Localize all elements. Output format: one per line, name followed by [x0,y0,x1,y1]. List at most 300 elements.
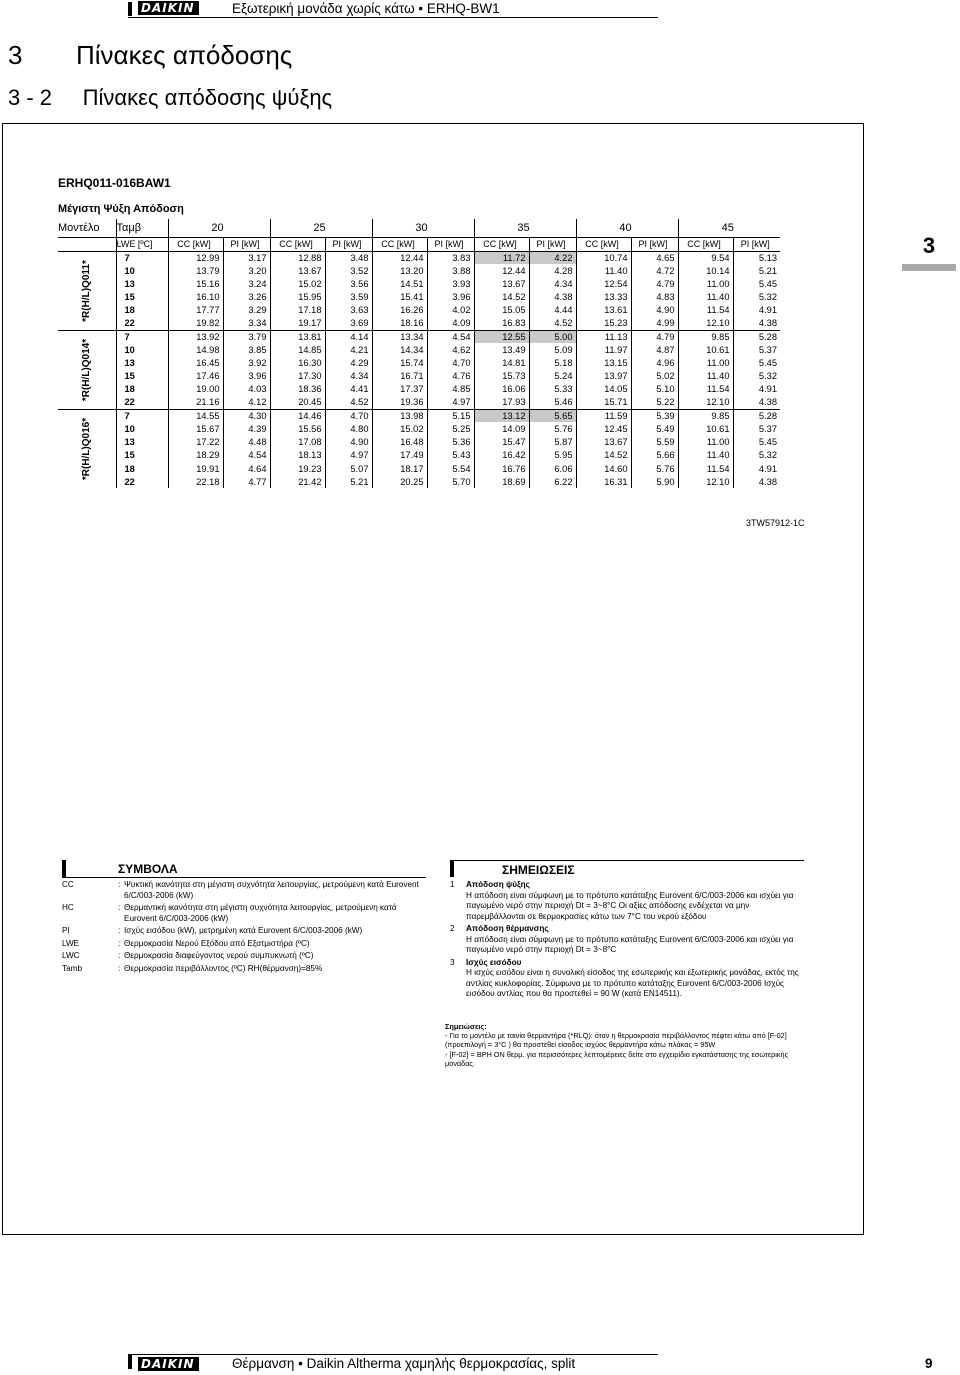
header-model: Μοντέλο [58,219,116,237]
cc-value: 14.09 [474,422,529,435]
cc-value: 16.31 [576,475,631,488]
cc-value: 13.67 [474,277,529,290]
pi-value: 3.92 [223,357,270,370]
cc-value: 15.47 [474,436,529,449]
pi-value: 4.97 [427,396,474,409]
note-item [450,880,800,922]
pi-value: 5.36 [427,436,474,449]
cc-value: 12.55 [474,330,529,343]
model-group-cell [58,409,116,488]
symbol-colon: : [118,880,121,889]
cc-value: 11.40 [678,449,733,462]
cc-value: 20.25 [372,475,427,488]
table-row [58,396,780,409]
cc-value: 11.00 [678,277,733,290]
pi-value: 5.21 [733,264,780,277]
pi-value: 3.24 [223,277,270,290]
cc-value: 12.88 [270,251,325,264]
pi-value: 4.62 [427,343,474,356]
pi-value: 5.46 [529,396,576,409]
symbol-item [62,939,422,950]
notes-title: ΣΗΜΕΙΩΣΕΙΣ [502,863,575,877]
table-row [58,330,780,343]
lwe-cell: 13 [116,277,168,290]
header-cc: CC [kW] [372,237,427,251]
cc-value: 18.17 [372,462,427,475]
cc-value: 14.46 [270,409,325,422]
cc-value: 13.92 [168,330,223,343]
symbol-text: Ισχύς εισόδου (kW), μετρημένη κατά Eurovent 6/C/003-2006 (kW) [124,926,363,935]
pi-value: 3.29 [223,304,270,317]
table-row [58,251,780,264]
symbols-rule [62,877,426,878]
header-temp-35: 35 [474,219,576,237]
cc-value: 15.05 [474,304,529,317]
page-footer [128,1354,658,1370]
pi-value: 4.91 [733,383,780,396]
header-cc: CC [kW] [474,237,529,251]
pi-value: 5.18 [529,357,576,370]
cc-value: 12.10 [678,475,733,488]
pi-value: 4.21 [325,343,372,356]
symbol-key: HC [62,903,74,912]
pi-value: 4.54 [223,449,270,462]
pi-value: 5.95 [529,449,576,462]
pi-value: 4.70 [427,357,474,370]
cc-value: 12.10 [678,317,733,330]
note-text: Η απόδοση είναι σύμφωνη με το πρότυπο κατάταξης Eurovent 6/C/003-2006 και ισχύει για παγωμένο νερό στην περιοχή Dt = 3~8°C [466,934,794,954]
remarks-block [445,1022,797,1068]
cc-value: 14.52 [576,449,631,462]
cc-value: 13.15 [576,357,631,370]
lwe-cell: 18 [116,462,168,475]
lwe-cell: 13 [116,436,168,449]
pi-value: 5.24 [529,370,576,383]
side-tab-number: 3 [922,233,936,258]
cc-value: 13.67 [576,436,631,449]
pi-value: 5.13 [733,251,780,264]
pi-value: 4.30 [223,409,270,422]
pi-value: 3.59 [325,291,372,304]
symbol-item [62,951,422,962]
cc-value: 15.67 [168,422,223,435]
pi-value: 4.79 [631,330,678,343]
model-group-cell [58,330,116,409]
cc-value: 15.73 [474,370,529,383]
pi-value: 5.32 [733,449,780,462]
header-temp-20: 20 [168,219,270,237]
cc-value: 14.98 [168,343,223,356]
pi-value: 4.99 [631,317,678,330]
pi-value: 4.96 [631,357,678,370]
symbol-colon: : [118,903,121,912]
cc-value: 17.77 [168,304,223,317]
pi-value: 3.96 [223,370,270,383]
cc-value: 15.95 [270,291,325,304]
note-item [450,958,800,1000]
cc-value: 9.85 [678,409,733,422]
cc-value: 13.67 [270,264,325,277]
pi-value: 4.38 [529,291,576,304]
table-row [58,264,780,277]
pi-value: 4.38 [733,317,780,330]
symbol-text: Θερμοκρασία Νερού Εξόδου από Εξατμιστήρα (ºC) [124,938,310,948]
cc-value: 18.69 [474,475,529,488]
cc-value: 17.22 [168,436,223,449]
pi-value: 4.34 [325,370,372,383]
pi-value: 4.79 [631,277,678,290]
note-text: Η ισχύς εισόδου είναι η συνολική είσοδος της εσωτερικής και εξωτερικής μονάδας, εκτός της αντλίας κυκλοφορίας. Σύμφωνα με το πρότυπο κατάταξης Eurovent 6/C/003-2006 Ισχύς εισόδου αντλίας που θα προστεθεί = 90 W (κατά EN14511). [466,968,799,998]
table-row [58,370,780,383]
pi-value: 4.14 [325,330,372,343]
table-row [58,317,780,330]
cc-value: 17.49 [372,449,427,462]
cc-value: 12.44 [474,264,529,277]
cc-value: 19.00 [168,383,223,396]
symbol-text: Θερμοκρασία διαφεύγοντος νερού συμπυκνωτή (ºC) [124,951,314,960]
pi-value: 4.09 [427,317,474,330]
symbol-text: Θερμοκρασία περιβάλλοντος (ºC) RH(θέρμανση)=85% [124,963,323,973]
header-temp-30: 30 [372,219,474,237]
pi-value: 3.52 [325,264,372,277]
chapter-number: 3 [8,40,23,70]
pi-value: 4.91 [733,462,780,475]
lwe-cell: 18 [116,383,168,396]
cc-value: 16.30 [270,357,325,370]
cc-value: 11.00 [678,436,733,449]
pi-value: 4.90 [325,436,372,449]
symbol-text: Θερμαντική ικανότητα στη μέγιστη συχνότητα λειτουργίας, μετρούμενη κατά Eurovent 6/C/003-2006 (kW) [124,903,397,923]
table-row [58,277,780,290]
pi-value: 4.85 [427,383,474,396]
pi-value: 5.65 [529,409,576,422]
symbol-key: CC [62,880,74,889]
pi-value: 5.90 [631,475,678,488]
pi-value: 4.52 [325,396,372,409]
cc-value: 13.98 [372,409,427,422]
symbols-title: ΣΥΜΒΟΛΑ [118,862,178,876]
lwe-cell: 10 [116,343,168,356]
cc-value: 10.14 [678,264,733,277]
symbol-text: Ψυκτική ικανότητα στη μέγιστη συχνότητα λειτουργίας, μετρούμενη κατά Eurovent 6/C/003-2006 (kW) [124,880,419,900]
lwe-cell: 7 [116,251,168,264]
pi-value: 5.33 [529,383,576,396]
cc-value: 14.52 [474,291,529,304]
cc-value: 11.97 [576,343,631,356]
pi-value: 4.12 [223,396,270,409]
header-pi: PI [kW] [529,237,576,251]
cc-value: 13.97 [576,370,631,383]
header-temp-40: 40 [576,219,678,237]
cc-value: 16.76 [474,462,529,475]
cc-value: 15.74 [372,357,427,370]
cc-value: 13.33 [576,291,631,304]
pi-value: 4.76 [427,370,474,383]
section-heading [8,85,332,111]
cc-value: 13.61 [576,304,631,317]
cc-value: 10.74 [576,251,631,264]
cc-value: 11.54 [678,304,733,317]
cc-value: 11.72 [474,251,529,264]
model-code: ERHQ011-016BAW1 [58,176,171,190]
pi-value: 4.72 [631,264,678,277]
symbol-colon: : [118,938,121,948]
cc-value: 9.54 [678,251,733,264]
pi-value: 3.63 [325,304,372,317]
cc-value: 11.40 [678,291,733,304]
cc-value: 17.37 [372,383,427,396]
pi-value: 5.28 [733,409,780,422]
lwe-cell: 18 [116,304,168,317]
pi-value: 3.69 [325,317,372,330]
model-group-label: *R(H/L)Q016* [80,417,92,481]
pi-value: 5.09 [529,343,576,356]
pi-value: 4.34 [529,277,576,290]
table-row [58,422,780,435]
pi-value: 4.64 [223,462,270,475]
lwe-cell: 22 [116,317,168,330]
symbols-list [62,880,422,976]
pi-value: 5.54 [427,462,474,475]
pi-value: 5.10 [631,383,678,396]
cc-value: 19.91 [168,462,223,475]
pi-value: 3.34 [223,317,270,330]
cc-value: 17.30 [270,370,325,383]
cc-value: 15.56 [270,422,325,435]
table-row [58,304,780,317]
cc-value: 21.42 [270,475,325,488]
pi-value: 5.00 [529,330,576,343]
pi-value: 5.76 [529,422,576,435]
symbol-colon: : [118,963,121,973]
header-blank [58,237,116,251]
lwe-cell: 13 [116,357,168,370]
table-row [58,291,780,304]
pi-value: 5.07 [325,462,372,475]
pi-value: 5.43 [427,449,474,462]
pi-value: 5.22 [631,396,678,409]
note-number: 1 [450,880,455,889]
cc-value: 13.79 [168,264,223,277]
cc-value: 15.16 [168,277,223,290]
pi-value: 4.39 [223,422,270,435]
cc-value: 11.00 [678,357,733,370]
pi-value: 4.91 [733,304,780,317]
lwe-cell: 7 [116,330,168,343]
header-pi: PI [kW] [733,237,780,251]
pi-value: 6.22 [529,475,576,488]
pi-value: 4.97 [325,449,372,462]
table-row [58,436,780,449]
cc-value: 16.71 [372,370,427,383]
cc-value: 14.60 [576,462,631,475]
cc-value: 11.40 [576,264,631,277]
pi-value: 5.37 [733,343,780,356]
pi-value: 4.70 [325,409,372,422]
side-tab-bar [902,264,956,271]
pi-value: 3.26 [223,291,270,304]
pi-value: 5.66 [631,449,678,462]
pi-value: 4.48 [223,436,270,449]
cc-value: 12.45 [576,422,631,435]
note-number: 2 [450,924,455,933]
cc-value: 17.93 [474,396,529,409]
table-row [58,462,780,475]
cc-value: 12.44 [372,251,427,264]
cc-value: 17.18 [270,304,325,317]
cc-value: 18.16 [372,317,427,330]
pi-value: 4.77 [223,475,270,488]
pi-value: 5.32 [733,370,780,383]
pi-value: 5.70 [427,475,474,488]
section-number: 3 - 2 [8,85,53,110]
pi-value: 5.25 [427,422,474,435]
performance-table [58,219,780,488]
pi-value: 5.37 [733,422,780,435]
header-title: Εξωτερική μονάδα χωρίς κάτω • ERHQ-BW1 [232,1,500,16]
page-number: 9 [925,1356,933,1371]
pi-value: 5.49 [631,422,678,435]
pi-value: 4.80 [325,422,372,435]
pi-value: 4.83 [631,291,678,304]
daikin-logo-footer: DAIKIN [138,1357,199,1371]
cc-value: 13.12 [474,409,529,422]
remarks-title: Σημειώσεις: [445,1022,487,1031]
lwe-cell: 15 [116,370,168,383]
lwe-cell: 10 [116,264,168,277]
cc-value: 12.54 [576,277,631,290]
pi-value: 5.45 [733,277,780,290]
notes-list [450,880,800,1002]
note-title: Απόδοση ψύξης [466,880,530,889]
page-header [128,0,658,18]
note-title: Απόδοση θέρμανσης [466,924,549,933]
chapter-title: Πίνακες απόδοσης [76,40,293,70]
cc-value: 13.81 [270,330,325,343]
pi-value: 3.85 [223,343,270,356]
header-temp-25: 25 [270,219,372,237]
cc-value: 22.18 [168,475,223,488]
notes-marker [450,860,454,877]
header-cc: CC [kW] [678,237,733,251]
symbol-colon: : [118,926,121,935]
model-group-label: *R(H/L)Q011* [80,259,92,322]
cc-value: 13.49 [474,343,529,356]
pi-value: 5.02 [631,370,678,383]
cc-value: 15.71 [576,396,631,409]
cc-value: 11.54 [678,462,733,475]
header-marker [128,2,132,16]
pi-value: 5.87 [529,436,576,449]
pi-value: 5.59 [631,436,678,449]
pi-value: 5.28 [733,330,780,343]
cc-value: 16.45 [168,357,223,370]
symbol-colon: : [118,951,121,960]
header-pi: PI [kW] [223,237,270,251]
cc-value: 10.61 [678,422,733,435]
cc-value: 19.23 [270,462,325,475]
cc-value: 14.05 [576,383,631,396]
note-text: Η απόδοση είναι σύμφωνη με το πρότυπο κατάταξης Eurovent 6/C/003-2006 και ισχύει για παγωμένο νερό στην περιοχή Dt = 3~8°C Οι αξίες απόδοσης ενδέχεται να μην παρεμβάλλονται σε θερμοκρασίες κάτω των 7°C του νερού εξόδου [466,890,794,921]
pi-value: 4.28 [529,264,576,277]
cc-value: 11.59 [576,409,631,422]
cc-value: 16.10 [168,291,223,304]
cc-value: 16.06 [474,383,529,396]
cc-value: 19.36 [372,396,427,409]
cc-value: 16.83 [474,317,529,330]
pi-value: 4.87 [631,343,678,356]
table-row [58,383,780,396]
pi-value: 3.93 [427,277,474,290]
model-group-cell [58,251,116,330]
cc-value: 19.82 [168,317,223,330]
header-pi: PI [kW] [631,237,678,251]
pi-value: 5.21 [325,475,372,488]
cc-value: 18.29 [168,449,223,462]
pi-value: 3.20 [223,264,270,277]
lwe-cell: 15 [116,449,168,462]
cc-value: 15.02 [270,277,325,290]
remark-line: - [F-02] = BPH ON θερμ. για περισσότερες λεπτομέρειες δείτε στο εγχειρίδιο εγκατάστασης της εσωτερικής μονάδας. [445,1049,789,1068]
cc-value: 12.99 [168,251,223,264]
cc-value: 16.26 [372,304,427,317]
pi-value: 5.15 [427,409,474,422]
cc-value: 21.16 [168,396,223,409]
cc-value: 14.81 [474,357,529,370]
note-number: 3 [450,957,455,967]
cc-value: 14.34 [372,343,427,356]
cc-value: 19.17 [270,317,325,330]
pi-value: 3.48 [325,251,372,264]
lwe-cell: 22 [116,396,168,409]
header-temp-45: 45 [678,219,780,237]
pi-value: 4.03 [223,383,270,396]
cc-value: 18.13 [270,449,325,462]
header-cc: CC [kW] [270,237,325,251]
pi-value: 5.45 [733,357,780,370]
lwe-cell: 22 [116,475,168,488]
cc-value: 14.51 [372,277,427,290]
lwe-cell: 15 [116,291,168,304]
pi-value: 5.76 [631,462,678,475]
pi-value: 4.65 [631,251,678,264]
pi-value: 4.29 [325,357,372,370]
footer-title: Θέρμανση • Daikin Altherma χαμηλής θερμοκρασίας, split [232,1356,576,1371]
pi-value: 3.56 [325,277,372,290]
header-tamb: Ταμβ [116,219,168,237]
cc-value: 13.34 [372,330,427,343]
pi-value: 3.83 [427,251,474,264]
cc-value: 11.54 [678,383,733,396]
pi-value: 4.22 [529,251,576,264]
lwe-cell: 7 [116,409,168,422]
cc-value: 12.10 [678,396,733,409]
pi-value: 4.44 [529,304,576,317]
daikin-logo: DAIKIN [138,1,199,15]
table-header-temperatures [58,219,780,237]
pi-value: 4.90 [631,304,678,317]
header-lwe: LWE [ºC] [116,237,168,251]
cc-value: 10.61 [678,343,733,356]
cc-value: 14.85 [270,343,325,356]
pi-value: 4.41 [325,383,372,396]
table-row [58,449,780,462]
symbol-key: LWE [62,938,80,948]
cc-value: 13.20 [372,264,427,277]
cc-value: 15.23 [576,317,631,330]
cc-value: 15.02 [372,422,427,435]
table-row [58,409,780,422]
